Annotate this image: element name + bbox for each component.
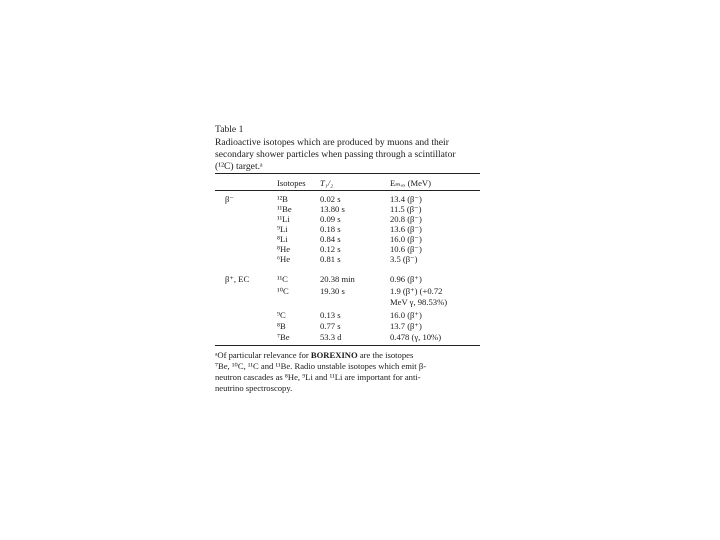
isotope-cell: ⁶He: [277, 254, 291, 264]
isotope-cell: ¹¹C: [277, 274, 288, 284]
half-life-cell: 0.02 s: [320, 194, 341, 204]
emax-cell: 13.4 (β⁻): [390, 194, 422, 204]
isotope-cell: ⁷Be: [277, 332, 290, 342]
emax-cell-continuation: MeV γ, 98.53%): [390, 297, 448, 307]
isotope-cell: ⁹Li: [277, 224, 288, 234]
column-header-half-life: T₁/₂: [320, 178, 334, 188]
table-caption-line-1: Radioactive isotopes which are produced by muons and their: [215, 137, 449, 148]
table-top-rule: [215, 173, 480, 174]
emax-cell: 11.5 (β⁻): [390, 204, 422, 214]
isotope-cell: ¹²B: [277, 194, 288, 204]
emax-cell: 1.9 (β⁺) (+0.72: [390, 286, 443, 296]
emax-cell: 20.8 (β⁻): [390, 214, 422, 224]
table-bottom-rule: [215, 345, 480, 346]
half-life-cell: 0.13 s: [320, 310, 341, 320]
half-life-cell: 19.30 s: [320, 286, 345, 296]
footnote-borexino: BOREXINO: [310, 350, 358, 360]
emax-cell: 13.7 (β⁺): [390, 321, 422, 331]
footnote-line-3: neutron cascades as ⁸He, ⁹Li and ¹¹Li are important for anti-: [215, 372, 421, 382]
footnote-marker: ᵃ: [215, 350, 218, 360]
half-life-cell: 0.12 s: [320, 244, 341, 254]
emax-cell: 0.478 (γ, 10%): [390, 332, 442, 342]
emax-cell: 13.6 (β⁻): [390, 224, 422, 234]
footnote-line-4: neutrino spectroscopy.: [215, 383, 293, 393]
isotope-cell: ⁸B: [277, 321, 286, 331]
footnote-line-2: ⁷Be, ¹⁰C, ¹¹C and ¹¹Be. Radio unstable isotopes which emit β-: [215, 361, 427, 371]
isotope-cell: ⁸Li: [277, 234, 288, 244]
isotope-cell: ¹⁰C: [277, 286, 289, 296]
table-header-rule: [215, 190, 480, 191]
emax-cell: 0.96 (β⁺): [390, 274, 422, 284]
half-life-cell: 0.18 s: [320, 224, 341, 234]
table-label: Table 1: [215, 124, 244, 135]
column-header-isotopes: Isotopes: [277, 178, 306, 188]
footnote-line-1: [215, 350, 413, 360]
table-caption-line-3: (¹²C) target.ᵃ: [215, 161, 263, 172]
emax-cell: 16.0 (β⁺): [390, 310, 422, 320]
emax-cell: 16.0 (β⁻): [390, 234, 422, 244]
half-life-cell: 20.38 min: [320, 274, 355, 284]
half-life-cell: 53.3 d: [320, 332, 342, 342]
footnote-text-pre: Of particular relevance for: [217, 350, 311, 360]
half-life-cell: 0.84 s: [320, 234, 341, 244]
footnote-text-post: are the isotopes: [357, 350, 414, 360]
half-life-cell: 0.09 s: [320, 214, 341, 224]
group-label-beta-minus: β⁻: [225, 194, 234, 204]
half-life-cell: 13.80 s: [320, 204, 345, 214]
isotope-cell: ⁸He: [277, 244, 291, 254]
column-header-emax: Eₘₐₓ (MeV): [390, 178, 431, 188]
half-life-cell: 0.81 s: [320, 254, 341, 264]
half-life-cell: 0.77 s: [320, 321, 341, 331]
isotope-cell: ¹¹Be: [277, 204, 292, 214]
emax-cell: 10.6 (β⁻): [390, 244, 422, 254]
emax-cell: 3.5 (β⁻): [390, 254, 418, 264]
isotope-cell: ¹¹Li: [277, 214, 290, 224]
isotope-cell: ⁹C: [277, 310, 286, 320]
table-caption-line-2: secondary shower particles when passing through a scintillator: [215, 149, 456, 160]
group-label-beta-plus-ec: β⁺, EC: [225, 274, 250, 284]
